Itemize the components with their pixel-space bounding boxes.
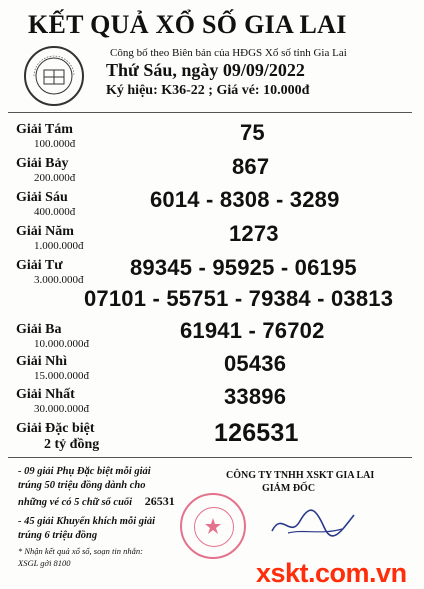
- note-line: * Nhận kết quả xổ số, soạn tin nhắn:: [18, 546, 143, 556]
- note-text: những vé có 5 chữ số cuối: [18, 497, 133, 508]
- prize-number: 1273: [229, 221, 279, 246]
- company-stamp: [180, 493, 246, 559]
- draw-date: Thứ Sáu, ngày 09/09/2022: [106, 60, 305, 80]
- ticket-price: ; Giá vé: 10.000đ: [208, 83, 310, 98]
- prize-amount: 3.000.000đ: [34, 274, 84, 286]
- prize-number: 05436: [224, 351, 287, 376]
- prize-amount: 200.000đ: [34, 172, 76, 184]
- prize-name: Giải Ba: [16, 322, 62, 337]
- site-watermark: xskt.com.vn: [256, 558, 407, 588]
- note-number: 26531: [144, 494, 175, 508]
- note-line: - 09 giải Phụ Đặc biệt mỗi giải: [18, 466, 151, 477]
- prize-amount: 30.000.000đ: [34, 403, 89, 415]
- special-prize-number: 126531: [214, 419, 299, 447]
- prize-number: 75: [240, 120, 265, 145]
- lottery-logo: [24, 46, 84, 106]
- prize-amount: 2 tỷ đồng: [44, 437, 100, 452]
- prize-name: Giải Tám: [16, 122, 73, 137]
- prize-number: 61941 - 76702: [180, 318, 325, 343]
- note-line: - 45 giải Khuyến khích mỗi giải: [18, 516, 156, 527]
- prize-number: 6014 - 8308 - 3289: [150, 187, 340, 212]
- note-line: [18, 494, 175, 509]
- prize-amount: 15.000.000đ: [34, 370, 89, 382]
- prize-name: Giải Sáu: [16, 190, 68, 205]
- ticket-meta: [106, 83, 309, 99]
- prize-name: Giải Bảy: [16, 156, 69, 171]
- header-subtitle: Công bố theo Biên bản của HĐGS Xổ số tỉnh Gia Lai: [110, 47, 347, 59]
- prize-number: 89345 - 95925 - 06195: [130, 255, 357, 280]
- note-line: XSGL gởi 8100: [18, 558, 71, 568]
- prize-number: 867: [232, 154, 270, 179]
- director-signature: [268, 503, 358, 543]
- ticket-code: Ký hiệu: K36-22: [106, 83, 205, 98]
- prize-amount: 400.000đ: [34, 206, 76, 218]
- header-divider: [8, 112, 412, 113]
- prize-amount: 1.000.000đ: [34, 240, 84, 252]
- prize-name: Giải Tư: [16, 258, 63, 273]
- prize-name: Giải Năm: [16, 224, 74, 239]
- stamp-star-icon: [182, 495, 244, 557]
- company-name: CÔNG TY TNHH XSKT GIA LAI: [226, 470, 375, 481]
- note-line: trúng 50 triệu đồng dành cho: [18, 480, 146, 491]
- prize-name: Giải Nhì: [16, 354, 67, 369]
- note-line: trúng 6 triệu đồng: [18, 530, 98, 541]
- prize-number: 33896: [224, 384, 287, 409]
- director-title: GIÁM ĐỐC: [262, 483, 316, 494]
- prize-amount: 10.000.000đ: [34, 338, 89, 350]
- page-title: KẾT QUẢ XỔ SỐ GIA LAI: [28, 10, 347, 39]
- logo-emblem-icon: [26, 48, 82, 104]
- footer-divider: [8, 457, 412, 458]
- prize-number: 07101 - 55751 - 79384 - 03813: [84, 286, 394, 311]
- prize-amount: 100.000đ: [34, 138, 76, 150]
- prize-name: Giải Đặc biệt: [16, 421, 95, 436]
- prize-name: Giải Nhất: [16, 387, 75, 402]
